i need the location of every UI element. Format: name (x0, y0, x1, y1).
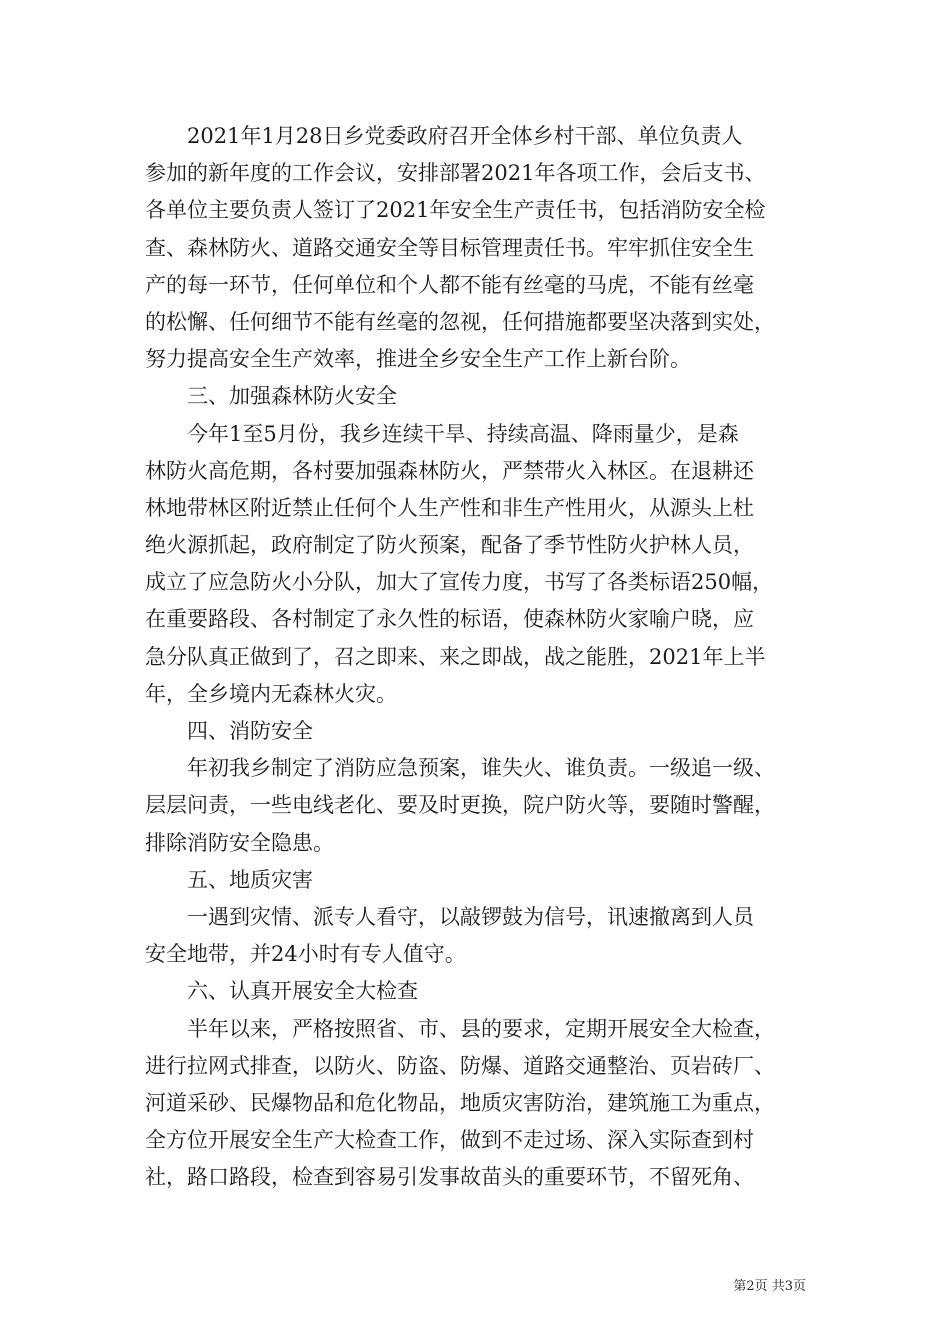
document-body (145, 118, 807, 1196)
text-line: 绝火源抓起，政府制定了防火预案，配备了季节性防火护林人员， (145, 533, 754, 558)
text-line: 产的每一环节，任何单位和个人都不能有丝毫的马虎，不能有丝毫 (145, 272, 754, 297)
text-line: 急分队真正做到了，召之即来、来之即战，战之能胜，2021年上半 (145, 644, 766, 669)
text-line: 进行拉网式排查，以防火、防盗、防爆、道路交通整治、页岩砖厂、 (145, 1053, 775, 1078)
text-line: 六、认真开展安全大检查 (145, 979, 418, 1004)
text-line: 林地带林区附近禁止任何个人生产性和非生产性用火，从源头上杜 (145, 495, 754, 520)
text-line: 全方位开展安全生产大检查工作，做到不走过场、深入实际查到村 (145, 1128, 754, 1153)
text-line: 半年以来，严格按照省、市、县的要求，定期开展安全大检查， (145, 1016, 775, 1041)
text-line: 的松懈、任何细节不能有丝毫的忽视，任何措施都要坚决落到实处， (145, 309, 775, 334)
page-number: 第2页 共3页 (733, 1279, 806, 1294)
text-line: 一遇到灾情、派专人看守，以敲锣鼓为信号，讯速撤离到人员 (145, 904, 754, 929)
text-line: 安全地带，并24小时有专人值守。 (145, 942, 466, 967)
text-line: 四、消防安全 (145, 719, 313, 743)
text-line: 在重要路段、各村制定了永久性的标语，使森林防火家喻户晓，应 (145, 607, 754, 632)
text-line: 成立了应急防火小分队，加大了宣传力度，书写了各类标语250幅， (145, 570, 774, 595)
text-line: 排除消防安全隐患。 (145, 830, 334, 855)
text-line: 五、地质灾害 (145, 867, 313, 892)
text-line: 今年1至5月份，我乡连续干旱、持续高温、降雨量少，是森 (145, 421, 739, 446)
text-line: 参加的新年度的工作会议，安排部署2021年各项工作，会后支书、 (145, 161, 766, 186)
text-line: 三、加强森林防火安全 (145, 384, 397, 409)
text-line: 社，路口路段，检查到容易引发事故苗头的重要环节，不留死角、 (145, 1165, 754, 1190)
text-line: 河道采砂、民爆物品和危化物品，地质灾害防治，建筑施工为重点， (145, 1090, 775, 1115)
text-line: 层层问责，一些电线老化、要及时更换，院户防火等，要随时警醒， (145, 793, 775, 818)
text-line: 年，全乡境内无森林火灾。 (145, 681, 397, 706)
text-line: 努力提高安全生产效率，推进全乡安全生产工作上新台阶。 (145, 347, 691, 372)
text-line: 林防火高危期，各村要加强森林防火，严禁带火入林区。在退耕还 (145, 458, 754, 483)
text-line: 2021年1月28日乡党委政府召开全体乡村干部、单位负责人 (145, 124, 743, 148)
text-line: 各单位主要负责人签订了2021年安全生产责任书，包括消防安全检 (145, 198, 766, 223)
text-line: 查、森林防火、道路交通安全等目标管理责任书。牢牢抓住安全生 (145, 235, 754, 260)
text-line: 年初我乡制定了消防应急预案，谁失火、谁负责。一级追一级、 (145, 756, 775, 781)
